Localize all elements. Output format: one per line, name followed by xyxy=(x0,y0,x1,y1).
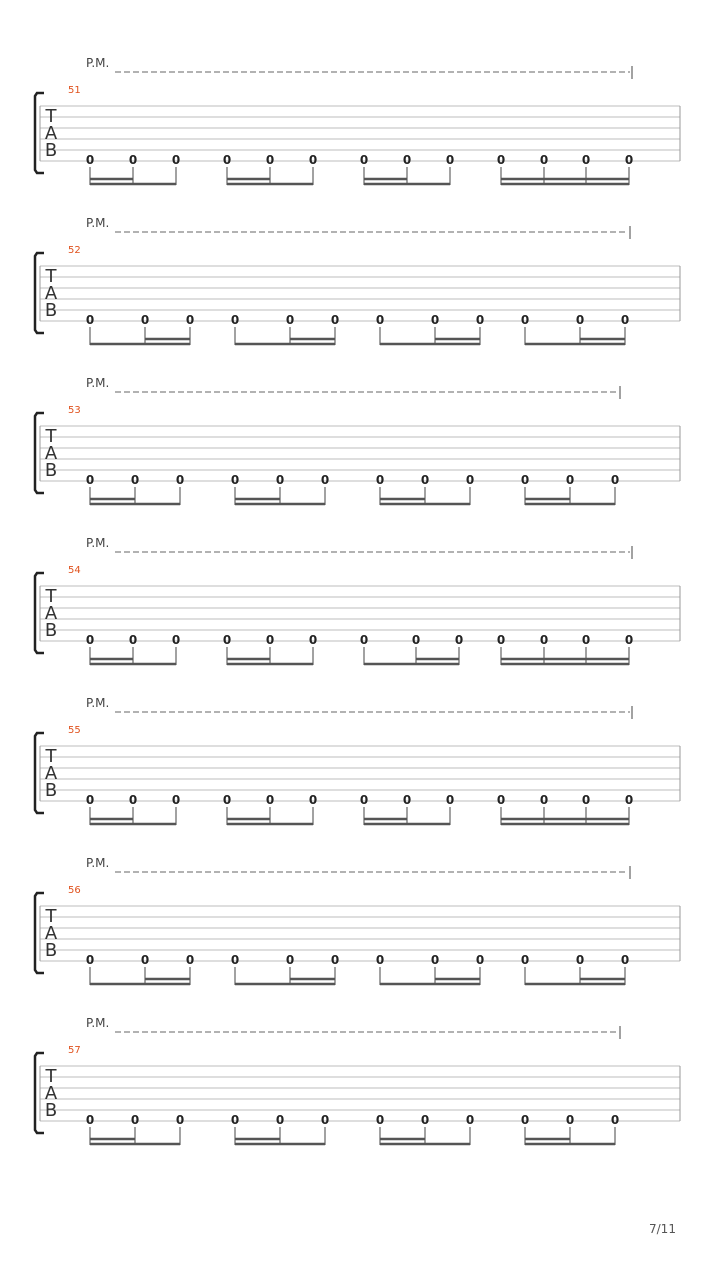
fret-number: 0 xyxy=(128,793,138,807)
beat-group xyxy=(86,793,180,825)
tab-clef-letter: T xyxy=(45,426,57,447)
fret-number: 0 xyxy=(230,313,240,327)
tab-system xyxy=(35,216,680,345)
measure-number: 52 xyxy=(68,245,81,256)
fret-number: 0 xyxy=(402,153,412,167)
measure-number: 56 xyxy=(68,885,81,896)
fret-number: 0 xyxy=(581,153,591,167)
fret-number: 0 xyxy=(308,793,318,807)
tab-clef-letter: A xyxy=(44,123,58,144)
beat-group xyxy=(497,633,633,665)
fret-number: 0 xyxy=(330,953,340,967)
fret-number: 0 xyxy=(85,313,95,327)
tab-clef-letter: A xyxy=(44,443,58,464)
fret-number: 0 xyxy=(185,953,195,967)
beat-group xyxy=(497,793,633,825)
tab-system xyxy=(35,1016,680,1145)
fret-number: 0 xyxy=(359,793,369,807)
fret-number: 0 xyxy=(565,1113,575,1127)
fret-number: 0 xyxy=(185,313,195,327)
tab-clef-letter: B xyxy=(44,620,58,641)
palm-mute-label: P.M. xyxy=(86,1016,110,1030)
beat-group xyxy=(231,953,339,985)
fret-number: 0 xyxy=(565,473,575,487)
tab-clef-letter: T xyxy=(45,266,57,287)
fret-number: 0 xyxy=(85,153,95,167)
fret-number: 0 xyxy=(320,473,330,487)
fret-number: 0 xyxy=(308,633,318,647)
fret-number: 0 xyxy=(581,793,591,807)
fret-number: 0 xyxy=(575,953,585,967)
fret-number: 0 xyxy=(308,153,318,167)
fret-number: 0 xyxy=(575,313,585,327)
tab-clef-letter: T xyxy=(45,1066,57,1087)
palm-mute-label: P.M. xyxy=(86,56,110,70)
beat-group xyxy=(231,313,339,345)
fret-number: 0 xyxy=(465,473,475,487)
fret-number: 0 xyxy=(520,953,530,967)
beat-group xyxy=(521,313,629,345)
fret-number: 0 xyxy=(230,1113,240,1127)
palm-mute-label: P.M. xyxy=(86,536,110,550)
beat-group xyxy=(86,313,194,345)
fret-number: 0 xyxy=(624,153,634,167)
tab-system xyxy=(35,536,680,665)
palm-mute-label: P.M. xyxy=(86,856,110,870)
palm-mute-label: P.M. xyxy=(86,216,110,230)
fret-number: 0 xyxy=(128,153,138,167)
fret-number: 0 xyxy=(520,473,530,487)
fret-number: 0 xyxy=(420,1113,430,1127)
fret-number: 0 xyxy=(610,473,620,487)
fret-number: 0 xyxy=(230,473,240,487)
fret-number: 0 xyxy=(496,633,506,647)
fret-number: 0 xyxy=(265,633,275,647)
fret-number: 0 xyxy=(624,633,634,647)
beat-group xyxy=(231,473,329,505)
tab-system xyxy=(35,696,680,825)
fret-number: 0 xyxy=(222,153,232,167)
fret-number: 0 xyxy=(171,153,181,167)
fret-number: 0 xyxy=(581,633,591,647)
fret-number: 0 xyxy=(420,473,430,487)
fret-number: 0 xyxy=(402,793,412,807)
fret-number: 0 xyxy=(620,313,630,327)
tab-clef-letter: T xyxy=(45,586,57,607)
beat-group xyxy=(360,633,463,665)
fret-number: 0 xyxy=(265,793,275,807)
tab-clef-letter: T xyxy=(45,906,57,927)
beat-group xyxy=(86,473,184,505)
fret-number: 0 xyxy=(539,153,549,167)
measure-number: 54 xyxy=(68,565,81,576)
fret-number: 0 xyxy=(375,953,385,967)
fret-number: 0 xyxy=(171,793,181,807)
tab-clef-letter: A xyxy=(44,1083,58,1104)
tab-clef-letter: B xyxy=(44,780,58,801)
fret-number: 0 xyxy=(85,633,95,647)
tab-clef-letter: T xyxy=(45,106,57,127)
tab-clef-letter: B xyxy=(44,140,58,161)
beat-group xyxy=(360,153,454,185)
fret-number: 0 xyxy=(275,1113,285,1127)
fret-number: 0 xyxy=(222,633,232,647)
fret-number: 0 xyxy=(85,473,95,487)
fret-number: 0 xyxy=(175,1113,185,1127)
fret-number: 0 xyxy=(475,953,485,967)
fret-number: 0 xyxy=(275,473,285,487)
fret-number: 0 xyxy=(359,153,369,167)
measure-number: 55 xyxy=(68,725,81,736)
fret-number: 0 xyxy=(230,953,240,967)
fret-number: 0 xyxy=(320,1113,330,1127)
measure-number: 57 xyxy=(68,1045,81,1056)
fret-number: 0 xyxy=(610,1113,620,1127)
fret-number: 0 xyxy=(411,633,421,647)
beat-group xyxy=(521,1113,619,1145)
fret-number: 0 xyxy=(539,793,549,807)
beat-group xyxy=(223,793,317,825)
beat-group xyxy=(376,953,484,985)
fret-number: 0 xyxy=(496,153,506,167)
fret-number: 0 xyxy=(130,473,140,487)
beat-group xyxy=(497,153,633,185)
measure-number: 53 xyxy=(68,405,81,416)
fret-number: 0 xyxy=(620,953,630,967)
tab-system xyxy=(35,56,680,185)
fret-number: 0 xyxy=(539,633,549,647)
tab-clef-letter: B xyxy=(44,1100,58,1121)
fret-number: 0 xyxy=(222,793,232,807)
tab-system xyxy=(35,856,680,985)
fret-number: 0 xyxy=(624,793,634,807)
fret-number: 0 xyxy=(85,793,95,807)
measure-number: 51 xyxy=(68,85,81,96)
beat-group xyxy=(231,1113,329,1145)
fret-number: 0 xyxy=(285,313,295,327)
palm-mute-label: P.M. xyxy=(86,376,110,390)
fret-number: 0 xyxy=(330,313,340,327)
tab-clef-letter: A xyxy=(44,603,58,624)
fret-number: 0 xyxy=(520,313,530,327)
beat-group xyxy=(376,473,474,505)
fret-number: 0 xyxy=(475,313,485,327)
fret-number: 0 xyxy=(375,473,385,487)
fret-number: 0 xyxy=(496,793,506,807)
beat-group xyxy=(86,633,180,665)
fret-number: 0 xyxy=(520,1113,530,1127)
fret-number: 0 xyxy=(359,633,369,647)
tab-clef-letter: A xyxy=(44,283,58,304)
beat-group xyxy=(376,313,484,345)
fret-number: 0 xyxy=(171,633,181,647)
fret-number: 0 xyxy=(445,793,455,807)
fret-number: 0 xyxy=(140,313,150,327)
beat-group xyxy=(86,153,180,185)
fret-number: 0 xyxy=(445,153,455,167)
tab-clef-letter: T xyxy=(45,746,57,767)
fret-number: 0 xyxy=(140,953,150,967)
tab-clef-letter: B xyxy=(44,460,58,481)
fret-number: 0 xyxy=(128,633,138,647)
beat-group xyxy=(86,1113,184,1145)
page-number: 7/11 xyxy=(649,1222,676,1236)
fret-number: 0 xyxy=(265,153,275,167)
fret-number: 0 xyxy=(430,313,440,327)
fret-number: 0 xyxy=(285,953,295,967)
beat-group xyxy=(376,1113,474,1145)
tab-clef-letter: B xyxy=(44,300,58,321)
tab-clef-letter: A xyxy=(44,763,58,784)
palm-mute-label: P.M. xyxy=(86,696,110,710)
fret-number: 0 xyxy=(375,1113,385,1127)
fret-number: 0 xyxy=(175,473,185,487)
beat-group xyxy=(86,953,194,985)
fret-number: 0 xyxy=(454,633,464,647)
fret-number: 0 xyxy=(465,1113,475,1127)
tab-clef-letter: B xyxy=(44,940,58,961)
tab-system xyxy=(35,376,680,505)
beat-group xyxy=(223,153,317,185)
beat-group xyxy=(223,633,317,665)
fret-number: 0 xyxy=(85,953,95,967)
fret-number: 0 xyxy=(430,953,440,967)
beat-group xyxy=(521,473,619,505)
fret-number: 0 xyxy=(85,1113,95,1127)
beat-group xyxy=(360,793,454,825)
tab-clef-letter: A xyxy=(44,923,58,944)
fret-number: 0 xyxy=(130,1113,140,1127)
fret-number: 0 xyxy=(375,313,385,327)
beat-group xyxy=(521,953,629,985)
